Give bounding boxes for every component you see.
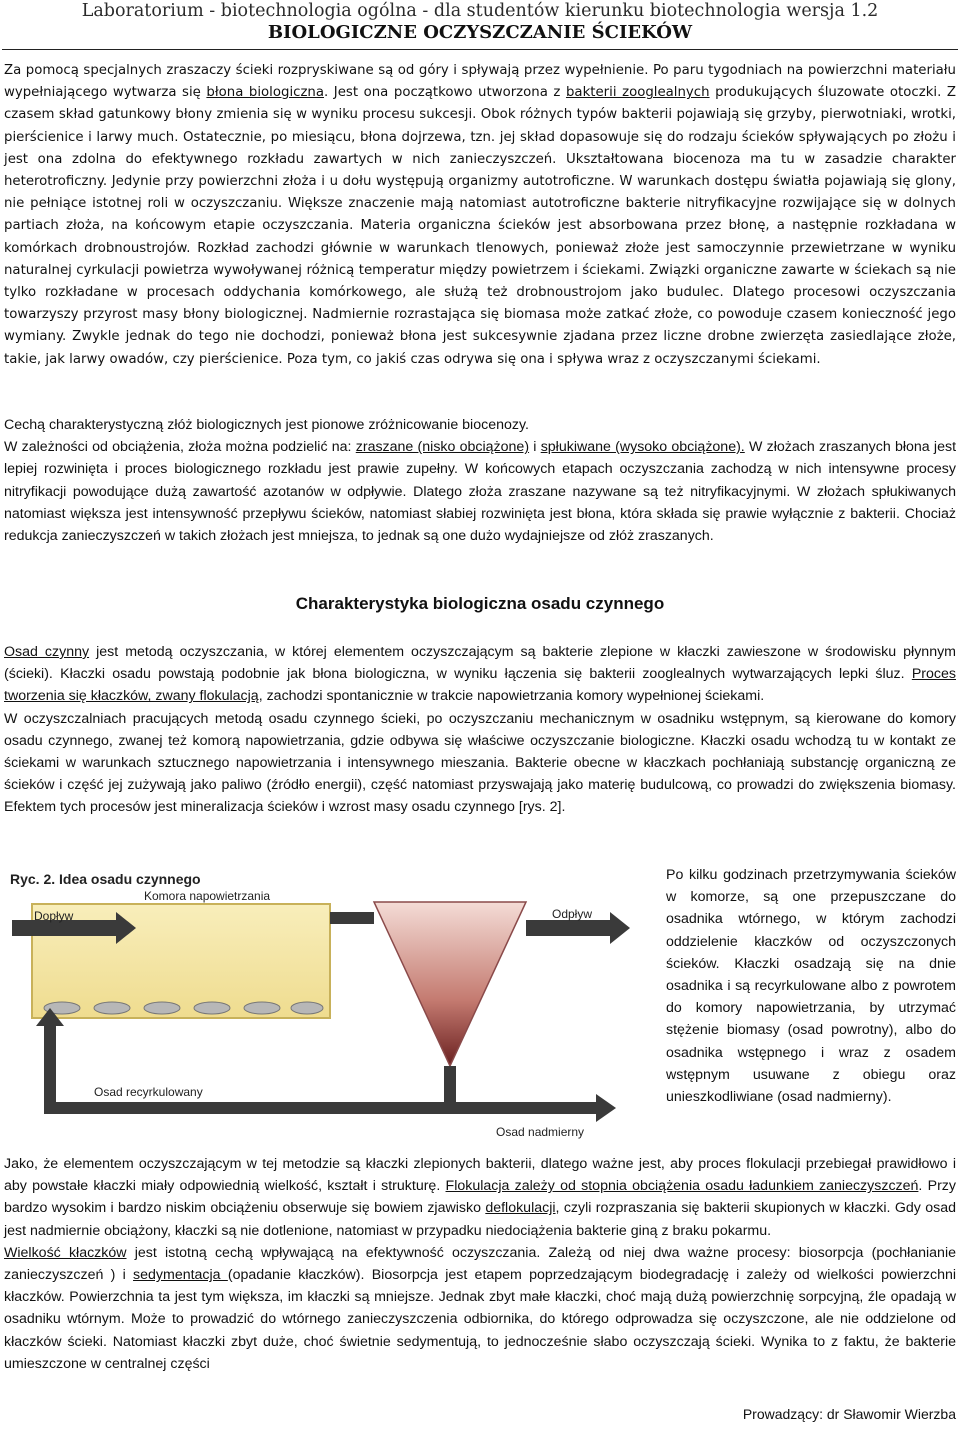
term-biofilm: błona biologiczna <box>206 85 325 101</box>
term-flocculation: Proces tworzenia się kłaczków, zwany flokulacją <box>4 666 956 705</box>
paragraph-floc-size <box>4 1242 956 1375</box>
text-run: W zależności od obciążenia, złoża można podzielić na: <box>4 439 356 456</box>
paragraph-flocculation <box>4 1153 956 1242</box>
text-run: (opadanie kłaczków). Biosorpcja jest etapem poprzedzającym biodegradację i zależy od wielkości powierzchni kłaczków. Powierzchnia ta jest tym większa, im kłaczki są mniejsze. Jednak zbyt małe kłaczki, choć mają dużą powierzchnię sorpcyjną, źle opadają w osadniku wtórnym. Może to prowadzić do wtórnego zanieczyszczenia odbiornika, do którego odprowadza się oczyszczone, ale nie oddzielone od kłaczków ścieki. Natomiast kłaczki zbyt duże, choć świetnie sedymentują, to jednocześnie słabo oczyszczają ścieki. Wynika to z faktu, że bakterie umieszczone w centralnej części <box>4 1267 956 1372</box>
footer-instructor: Prowadzący: dr Sławomir Wierzba <box>742 1406 956 1422</box>
text-run: Jako, że elementem oczyszczającym w tej metodzie są kłaczki zlepionych bakterii, dlatego ważne jest, aby proces flokulacji przebiegał prawidłowo i aby powstałe kłaczki miały odpowiednią wielkość, kształt i strukturę. <box>4 1156 956 1195</box>
text-run: jest istotną cechą wpływającą na efektywność oczyszczania. Zależą od niej dwa ważne procesy: biosorpcja (pochłanianie zanieczyszczeń ) i <box>4 1244 956 1284</box>
label-outflow: Odpływ <box>552 907 593 921</box>
text-run: i <box>529 439 541 456</box>
paragraph-vertical-biocenosis: Cechą charakterystyczną złóż biologicznych jest pionowe zróżnicowanie biocenozy. <box>4 417 529 433</box>
text-run: , zachodzi spontanicznie w trakcie napowietrzania komory wypełnionej ściekami. <box>258 688 765 705</box>
paragraph-secondary-settler: Po kilku godzinach przetrzymywania ścieków w komorze, są one przepuszczane do osadnika wtórnego, w którym zachodzi oddzielenie kłaczków od oczyszczonych ścieków. Kłaczki osadzają się na dnie osadnika i są recyrkulowane albo z powrotem do komory napowietrzania, by utrzymać stężenie biomasy (osad powrotny), albo do osadnika wstępnego i wraz z osadem wstępnym usuwane z obiegu oraz unieszkodliwiane (osad nadmierny). <box>666 867 956 1106</box>
section-heading-activated-sludge: Charakterystyka biologiczna osadu czynnego <box>295 594 665 613</box>
label-inflow: Dopływ <box>34 909 74 923</box>
section-activated-sludge <box>4 641 956 819</box>
course-header: Laboratorium - biotechnologia ogólna - dla studentów kierunku biotechnologia wersja 1.2 <box>81 1 879 21</box>
paragraph-biofilm <box>4 60 956 371</box>
figure-caption: Ryc. 2. Idea osadu czynnego <box>10 871 201 887</box>
section-biofilter-cont <box>4 414 956 547</box>
paragraph-aeration-chamber: W oczyszczalniach pracujących metodą osadu czynnego ścieki, po oczyszczaniu mechanicznym w osadniku wstępnym, są kierowane do komory osadu czynnego, zwanej też komorą napowietrzania, gdzie odbywa się właściwe oczyszczanie biologiczne. Kłaczki osadu wchodzą tu w kontakt ze ściekami w warunkach sztucznego napowietrzania i intensywnego mieszania. Bakterie obecne w kłaczkach pochłaniają substancję organiczną ze ścieków i część jej zużywają jako paliwo (źródło energii), część natomiast przyswajają jako materię budulcową, co prowadzi do zwiększenia biomasy. Efektem tych procesów jest mineralizacja ścieków i wzrost masy osadu czynnego [rys. 2]. <box>4 710 956 816</box>
term-sprinkled-filters: zraszane (nisko obciążone) <box>355 439 530 456</box>
text-run: Za pomocą specjalnych zraszaczy ścieki rozpryskiwane są od góry i spływają przez wypełnienie. Po paru tygodniach na powierzchni materiału wypełniającego wytwarza się <box>4 63 956 101</box>
label-excess-sludge: Osad nadmierny <box>496 1125 585 1139</box>
term-flushed-filters: spłukiwane (wysoko obciążone). <box>540 439 745 456</box>
document-title: BIOLOGICZNE OCZYSZCZANIE ŚCIEKÓW <box>267 22 693 43</box>
text-run: produkujących śluzowate otoczki. Z czasem skład gatunkowy błony zmienia się w wyniku procesu sukcesji. Obok różnych typów bakterii pojawiają się grzyby, pierwotniaki, wrotki, pierścienice i larwy much. Ostatecznie, po miesiącu, błona dojrzewa, tzn. jej skład dopasowuje się do rodzaju ścieków spływających po złożu i jest ona zdolna do efektywnego rozkładu zawartych w nich zanieczyszczeń. Ukształtowana biocenoza ma tu w zasadzie charakter heterotroficzny. Jedynie przy powierzchni złoża i u dołu występują organizmy autotroficzne. W warunkach dostępu światła pojawiają się glony, nie pełniące istotnej roli w oczyszczaniu. Większe znaczenie mają natomiast autotroficzne bakterie nitryfikacyjne rozwijające się w dolnych partiach złoża, na końcowym etapie oczyszczania. Materia organiczna ścieków jest absorbowana przez błonę, a następnie rozkładana w komórkach drobnoustrojów. Rozkład zachodzi głównie w warunkach tlenowych, ponieważ złoże jest samoczynnie przewietrzane w wyniku naturalnej cyrkulacji powietrza wywoływanej różnicą temperatur między powietrzem i ściekami. Związki organiczne zawarte w ściekach są nie tylko rozkładane w procesach oddychania komórkowego, ale służą też drobnoustrojom jako budulec. Dlatego procesowi oczyszczania towarzyszy przyrost masy błony biologicznej. Nadmiernie rozrastająca się biomasa może zatkać złoże, co powoduje czasem konieczność jego wymiany. Zwykle jednak do tego nie dochodzi, ponieważ błona jest sukcesywnie zjadana przez liczne drobne zwierzęta zasiedlające złoże, takie, jak larwy owadów, czy pierścienice. Poza tym, co jakiś czas odrywa się ona i spływa wraz z oczyszczanymi ściekami. <box>4 85 956 367</box>
term-deflocculation: deflokulacji <box>485 1200 556 1217</box>
paragraph-activated-sludge-intro <box>4 641 956 708</box>
text-run: , czyli rozpraszania się bakterii skupionych w kłaczki. Gdy osad jest nadmiernie obciążony, kłaczki są nie dotlenione, natomiast w przypadku niedociążenia bakterie giną z braku pokarmu. <box>4 1200 956 1239</box>
figure-activated-sludge <box>4 866 656 1148</box>
paragraph-filter-types <box>4 436 956 547</box>
header-divider <box>2 49 958 50</box>
section-activated-sludge-cont <box>4 1153 956 1375</box>
term-zoogleal-bacteria: bakterii zooglealnych <box>565 85 710 101</box>
text-run: . Jest ona początkowo utworzona z <box>324 85 566 101</box>
text-run: W złożach zraszanych błona jest lepiej rozwinięta i proces biologicznego rozkładu jest prawie zupełny. W końcowych etapach oczyszczania zachodzą w nich intensywne procesy nitryfikacji powodujące dużą zawartość azotanów w odpływie. Dlatego złoża zraszane nazywane są też nitryfikacyjnymi. W złożach spłukiwanych natomiast większa jest intensywność przepływu ścieków, natomiast słabiej rozwinięta jest błona, która składa się prawie wyłącznie z bakterii. Chociaż redukcja zanieczyszczeń w takich złożach jest mniejsza, to jednak są one dużo wydajniejsze od złóż zraszanych. <box>4 439 957 545</box>
label-recycled-sludge: Osad recyrkulowany <box>94 1085 203 1099</box>
label-aeration-chamber: Komora napowietrzania <box>144 889 271 903</box>
term-sedimentation: sedymentacja <box>133 1267 228 1284</box>
pipe-to-settler <box>330 912 374 924</box>
section-biofilter <box>4 60 956 371</box>
term-floc-size: Wielkość kłaczków <box>4 1244 127 1261</box>
activated-sludge-diagram <box>4 866 656 1148</box>
term-flocculation-load: Flokulacja zależy od stopnia obciążenia osadu ładunkiem zanieczyszczeń <box>445 1178 919 1195</box>
text-run: . Przy bardzo wysokim i bardzo niskim obciążeniu obserwuje się bowiem zjawisko <box>4 1178 956 1217</box>
term-activated-sludge: Osad czynny <box>4 644 90 660</box>
text-run: jest metodą oczyszczania, w której elementem oczyszczającym są bakterie zlepione w kłaczki zawieszone w środowisku płynnym (ścieki). Kłaczki osadu powstają podobnie jak błona biologiczna, w wyniku łączenia się bakterii zooglealnych wytwarzających lepki śluz. <box>4 644 956 683</box>
